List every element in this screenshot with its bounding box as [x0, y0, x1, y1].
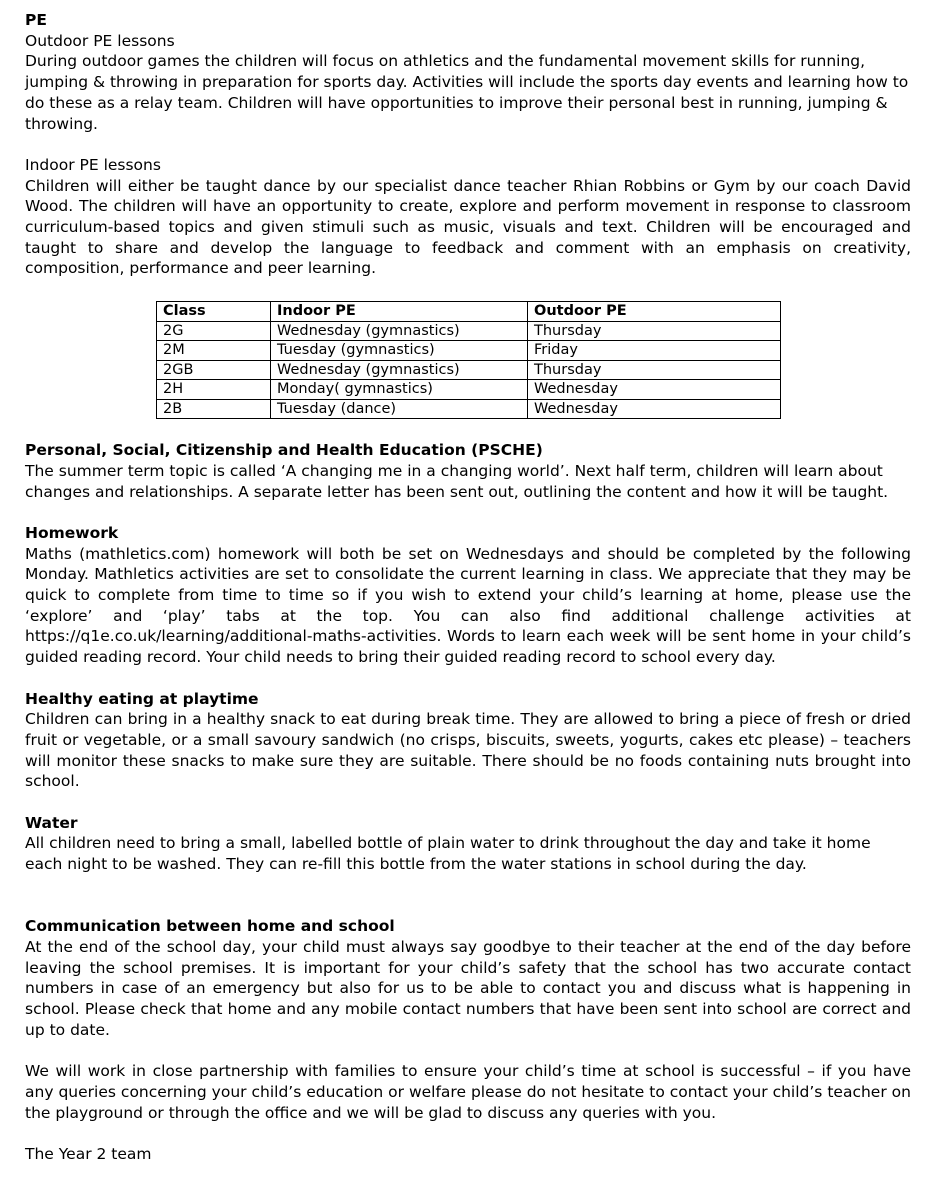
psche-text: The summer term topic is called ‘A changing me in a changing world’. Next half term, children will learn about changes and relationships. A separate letter has been sent out, outlining the content and how it will be taught.: [25, 461, 889, 501]
outdoor-pe-title: Outdoor PE lessons: [25, 31, 175, 50]
cell-class: 2G: [157, 321, 271, 341]
cell-indoor: Tuesday (dance): [271, 399, 528, 419]
table-header-row: [157, 302, 781, 322]
table-row: [157, 380, 781, 400]
cell-class: 2B: [157, 399, 271, 419]
header-class: Class: [157, 302, 271, 322]
table-row: [157, 360, 781, 380]
closing-text: We will work in close partnership with families to ensure your child’s time at school is successful – if you have any queries concerning your child’s education or welfare please do not hesitate to contact your child’s teacher on the playground or through the office and we will be glad to discuss any queries with you.: [25, 1062, 911, 1122]
water-text: All children need to bring a small, labelled bottle of plain water to drink throughout the day and take it home each night to be washed. They can re-fill this bottle from the water stations in school during the day.: [25, 834, 871, 874]
healthy-eating-text: Children can bring in a healthy snack to eat during break time. They are allowed to bring a piece of fresh or dried fruit or vegetable, or a small savoury sandwich (no crisps, biscuits, sweets, yogurts, cakes etc please) – teachers will monitor these snacks to make sure they are suitable. There should be no foods containing nuts brought into school.: [25, 710, 911, 791]
cell-class: 2H: [157, 380, 271, 400]
psche-heading: Personal, Social, Citizenship and Health Education (PSCHE): [25, 441, 543, 460]
indoor-pe-title: Indoor PE lessons: [25, 155, 161, 174]
cell-outdoor: Wednesday: [528, 380, 781, 400]
cell-outdoor: Friday: [528, 341, 781, 361]
cell-class: 2GB: [157, 360, 271, 380]
signature: The Year 2 team: [25, 1144, 152, 1163]
cell-outdoor: Thursday: [528, 321, 781, 341]
homework-heading: Homework: [25, 523, 119, 542]
indoor-pe-text: Children will either be taught dance by our specialist dance teacher Rhian Robbins or Gym by our coach David Wood. The children will have an opportunity to create, explore and perform movement in response to classroom curriculum-based topics and given stimuli such as music, visuals and text. Children will be encouraged and taught to share and develop the language to feedback and comment with an emphasis on creativity, composition, performance and peer learning.: [25, 176, 911, 278]
cell-outdoor: Thursday: [528, 360, 781, 380]
header-outdoor-pe: Outdoor PE: [528, 302, 781, 322]
cell-indoor: Monday( gymnastics): [271, 380, 528, 400]
table-row: [157, 321, 781, 341]
cell-indoor: Wednesday (gymnastics): [271, 321, 528, 341]
cell-indoor: Wednesday (gymnastics): [271, 360, 528, 380]
pe-heading: PE: [25, 11, 47, 29]
homework-text: Maths (mathletics.com) homework will both be set on Wednesdays and should be completed by the following Monday. Mathletics activities are set to consolidate the current learning in class. We appreciate that they may be quick to complete from time to time so if you wish to extend your child’s learning at home, please use the ‘explore’ and ‘play’ tabs at the top. You can also find additional challenge activities at https://q1e.co.uk/learning/additional-maths-activities. Words to learn each week will be sent home in your child’s guided reading record. Your child needs to bring their guided reading record to school every day.: [25, 544, 911, 667]
table-row: [157, 399, 781, 419]
table-row: [157, 341, 781, 361]
healthy-eating-heading: Healthy eating at playtime: [25, 689, 259, 708]
cell-class: 2M: [157, 341, 271, 361]
header-indoor-pe: Indoor PE: [271, 302, 528, 322]
communication-heading: Communication between home and school: [25, 917, 395, 936]
cell-indoor: Tuesday (gymnastics): [271, 341, 528, 361]
document-page: [25, 10, 911, 1165]
communication-text: At the end of the school day, your child must always say goodbye to their teacher at the end of the day before leaving the school premises. It is important for your child’s safety that the school has two accurate contact numbers in case of an emergency but also for us to be able to contact you and discuss what is happening in school. Please check that home and any mobile contact numbers that have been sent into school are correct and up to date.: [25, 937, 911, 1039]
pe-timetable: [156, 301, 781, 419]
cell-outdoor: Wednesday: [528, 399, 781, 419]
water-heading: Water: [25, 813, 78, 832]
outdoor-pe-text: During outdoor games the children will focus on athletics and the fundamental movement skills for running, jumping & throwing in preparation for sports day. Activities will include the sports day events and learning how to do these as a relay team. Children will have opportunities to improve their personal best in running, jumping & throwing.: [25, 52, 909, 133]
